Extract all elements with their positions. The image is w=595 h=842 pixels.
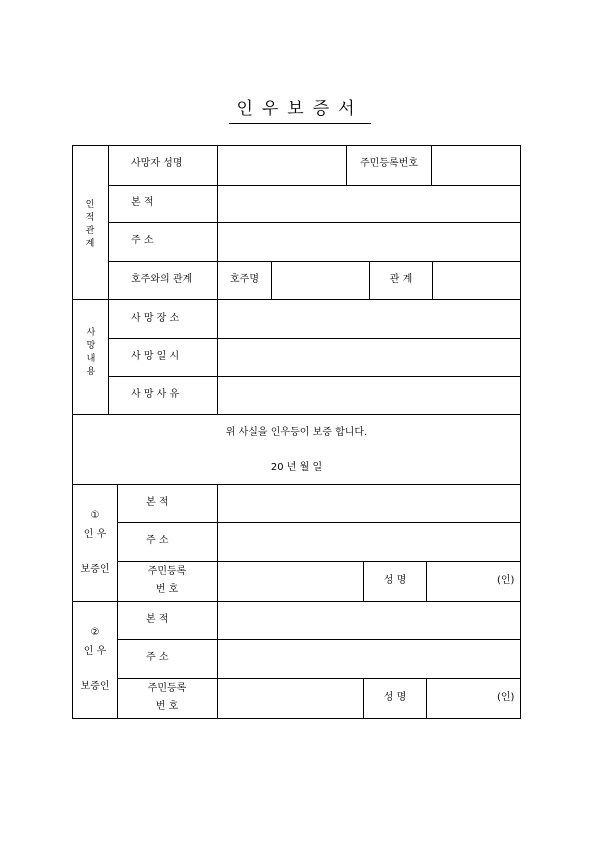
row-divider [108, 338, 521, 339]
table-border-bottom [72, 718, 521, 719]
guarantor-1-side-label: 인 우 [83, 529, 107, 540]
guarantor-1-number: ① [90, 510, 100, 521]
row-divider [108, 222, 521, 223]
guarantor-2-side-label: 보증인 [80, 681, 110, 692]
guarantor-1-name-label: 성 명 [383, 575, 407, 586]
row-divider [108, 261, 521, 262]
guarantee-statement: 위 사실을 인우등이 보증 합니다. [225, 427, 368, 438]
guarantor-2-side-label: 인 우 [83, 646, 107, 657]
guarantor-1-address-label: 주 소 [146, 535, 169, 546]
personal-relation-side-label: 인 적 관 계 [85, 200, 95, 249]
relation-label: 관 계 [389, 274, 413, 285]
section-divider [72, 601, 521, 602]
guarantor-1-seal-label: (인) [497, 575, 515, 586]
guarantor-1-domicile-label: 본 적 [146, 497, 169, 508]
column-divider [108, 145, 109, 415]
death-details-side-label: 사 망 내 용 [86, 328, 96, 377]
guarantor-2-seal-label: (인) [497, 692, 515, 703]
document-title: 인우보증서 [236, 99, 364, 119]
death-cause-label: 사 망 사 유 [131, 389, 180, 400]
registered-domicile-label: 본 적 [131, 197, 154, 208]
guarantor-1-side-label: 보증인 [80, 564, 110, 575]
guarantor-2-resident-number-label: 번 호 [155, 701, 179, 712]
statement-date-line: 20 년 월 일 [270, 462, 323, 473]
guarantor-2-domicile-label: 본 적 [146, 614, 169, 625]
row-divider [117, 522, 521, 523]
table-border-top [72, 145, 521, 146]
row-divider [117, 639, 521, 640]
guarantor-2-address-label: 주 소 [146, 652, 169, 663]
relation-to-household-head-label: 호주와의 관계 [131, 274, 193, 285]
deceased-name-label: 사망자 성명 [131, 158, 183, 169]
section-divider [72, 299, 521, 300]
section-divider [72, 414, 521, 415]
death-place-label: 사 망 장 소 [131, 313, 180, 324]
row-divider [117, 678, 521, 679]
guarantor-2-name-label: 성 명 [383, 692, 407, 703]
section-divider [72, 484, 521, 485]
household-head-name-label: 호주명 [230, 274, 259, 285]
row-divider [108, 376, 521, 377]
row-divider [108, 185, 521, 186]
column-divider [217, 484, 218, 719]
guarantor-2-number: ② [90, 627, 100, 638]
resident-number-label: 주민등록번호 [360, 158, 418, 169]
row-divider [117, 561, 521, 562]
guarantor-2-resident-number-label: 주민등록 [147, 683, 187, 694]
guarantor-1-resident-number-label: 번 호 [155, 584, 179, 595]
death-date-label: 사 망 일 시 [131, 351, 180, 362]
guarantor-1-resident-number-label: 주민등록 [147, 566, 187, 577]
address-label: 주 소 [131, 235, 154, 246]
